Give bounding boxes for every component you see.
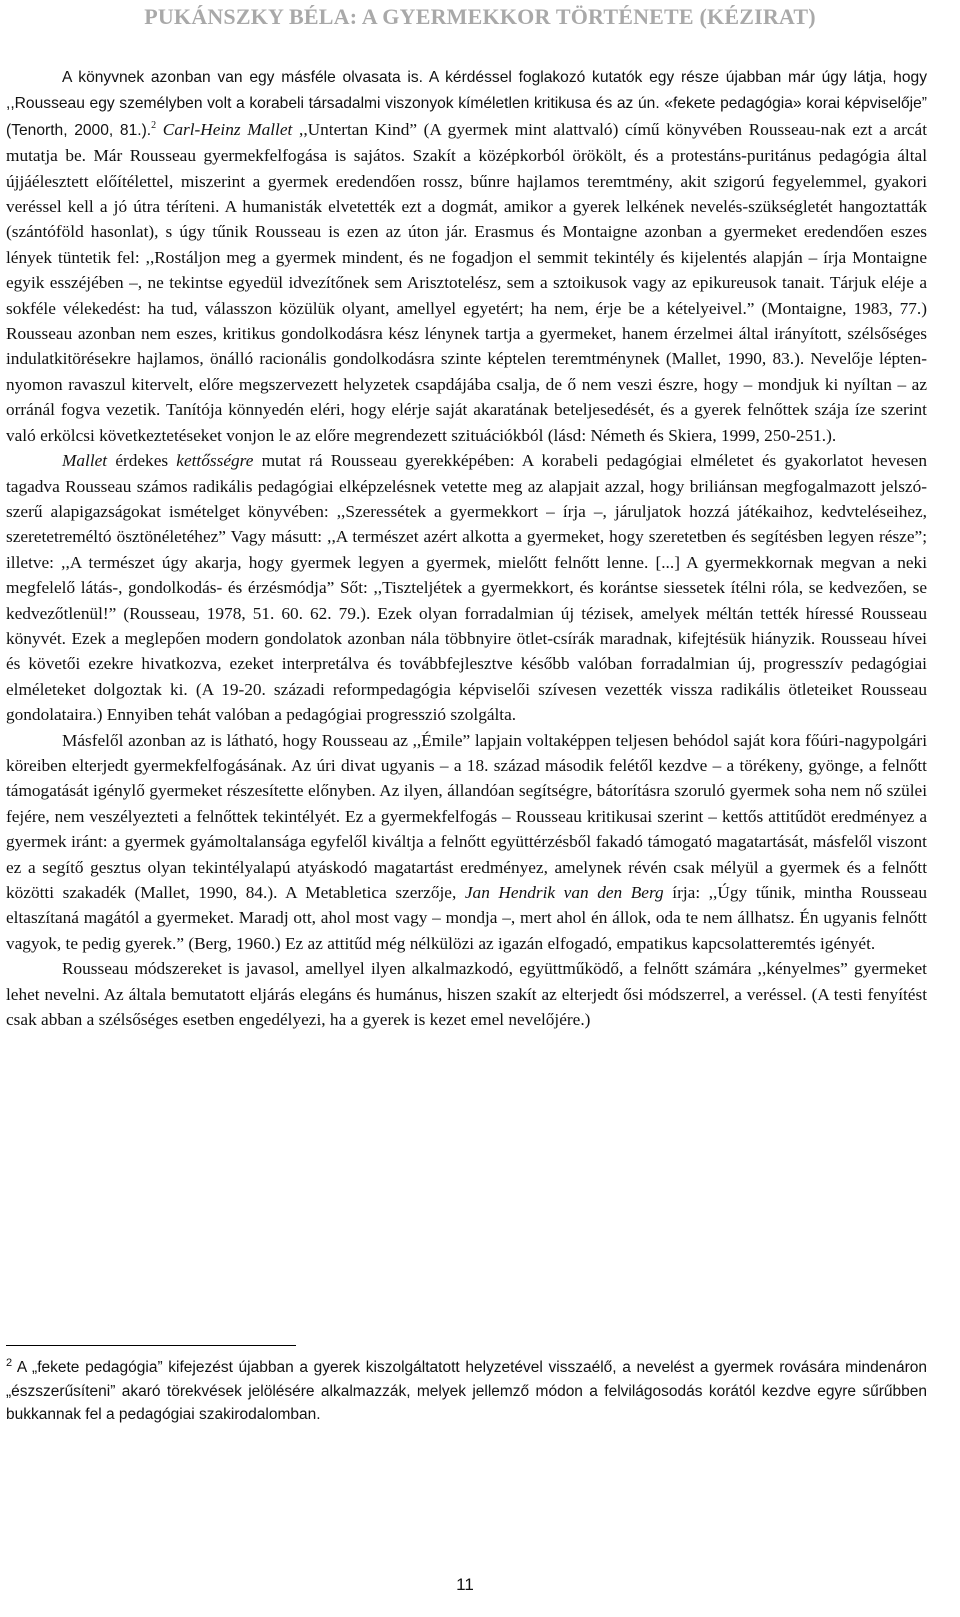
body-text (6, 64, 927, 1032)
paragraph-2-body: mutat rá Rousseau gyerekképében: A korabeli pedagógiai elméletet és gyakorlatot hevesen tagadva Rousseau számos radikális pedagógiai elképzelésnek vetette meg az alapjait azzal, hogy briliánsan megfogalmazott jelszó-szerű alapigazságokat ismételget könyvében: ,,Szeressétek a gyermekkort – írja –, járuljatok hozzá játékaihoz, kedvteléseihez, szeretetreméltó ösztönéletéhez” Vagy másutt: ,,A természet azért alkotta a gyermeket, hogy szeretetben és segítésben legyen része”; illetve: ,,A természet úgy akarja, hogy gyermek legyen a gyermek, mielőtt felnőtt lenne. [...] A gyermekkornak megvan a neki megfelelő látás-, gondolkodás- és érzésmódja” Sőt: ,,Tiszteljétek a gyermekkort, és korántse siessetek ítélni róla, se kedvezően, se kedvezőtlenül!” (Rousseau, 1978, 51. 60. 62. 79.). Ezek olyan forradalmian új tézisek, amelyek méltán tették híressé Rousseau könyvét. Ezek a meglepően modern gondolatok azonban nála többnyire ötlet-csírák maradnak, kifejtésük hiányzik. Rousseau hívei és követői ezekre hivatkozva, ezeket interpretálva és továbbfejlesztve később valóban forradalmian új, progresszív pedagógiai elméleteket dolgoztak ki. (A 19-20. századi reformpedagógia képviselői szívesen vezették vissza radikális ötleteiket Rousseau gondolataira.) Ennyiben tehát valóban a pedagógiai progresszió szolgálta. (6, 451, 927, 725)
emphasis-kettosseg: kettősségre (176, 451, 254, 471)
footnote (6, 1356, 927, 1427)
paragraph-1-opening: A könyvnek azonban van egy másféle olvasata is. A kérdéssel foglakozó kutatók egy része újabban már úgy látja, hogy ,,Rousseau egy személyben volt a korabeli társadalmi viszonyok kíméletlen kritikusa és az ún. «fekete pedagógia» korai képviselője” (Tenorth, 2000, 81.). (6, 69, 927, 139)
paragraph-2-fragment: érdekes (107, 451, 177, 471)
author-name-mallet: Carl-Heinz Mallet (162, 119, 293, 139)
paragraph-3-tail: írja: ,,Úgy tűnik, mintha Rousseau eltaszítaná magától a gyermeket. Maradj ott, ahol most vagy – mondja –, mert ahol én állok, oda te nem állhatsz. Én ugyanis felnőtt vagyok, te pedig gyerek.” (Berg, 1960.) Ez az attitűd még nélkülözi az igazán elfogadó, empatikus kapcsolatteremtés igényét. (6, 883, 927, 953)
page-number: 11 (456, 1575, 474, 1594)
paragraph-3-body: Másfelől azonban az is látható, hogy Rousseau az ,,Émile” lapjain voltaképpen teljesen behódol saját kora főúri-nagypolgári köreiben elterjedt gyermekfelfogásának. Az úri divat ugyanis – a 18. század második felétől kezdve – a törékeny, gyönge, a felnőtt támogatását igénylő gyermeket részesítette előnyben. Az ilyen, állandóan segítségre, bátorításra szoruló gyermek soha nem nő szülei fejére, nem veszélyezteti a felnőttek tekintélyét. Ez a gyermekfelfogás – Rousseau kritikusai szerint – kettős attitűdöt eredményez a gyermek iránt: a gyermek gyámoltalansága egyfelől kiváltja a felnőtt együttérzésből fakadó támogató magatartását, másfelől viszont ez a segítő gesztus olyan tekintélyalapú atyáskodó magatartást eredményez, amelynek révén csak mélyül a gyermek és a felnőtt közötti szakadék (Mallet, 1990, 84.). A Metabletica szerzője, (6, 730, 927, 902)
author-name-mallet-2: Mallet (62, 451, 108, 471)
footnote-text: A „fekete pedagógia” kifejezést újabban a gyerek kiszolgáltatott helyzetével visszaélő, a nevelést a gyermek rovására mindenáron „észszerűsíteni” akaró törekvések jelölésére alkalmazzák, melyek jellemző módon a felvilágosodás korától kezdve egyre sűrűbben bukkannak fel a pedagógiai szakirodalomban. (6, 1359, 927, 1423)
footnote-number: 2 (6, 1356, 13, 1369)
footnote-reference[interactable]: 2 (151, 120, 157, 132)
author-name-van-den-berg: Jan Hendrik van den Berg (464, 883, 664, 902)
paragraph-1-body: ,,Untertan Kind” (A gyermek mint alattvaló) című könyvében Rousseau-nak ezt a arcát mutatja be. Már Rousseau gyermekfelfogása is sajátos. Szakít a középkorból örökölt, és a protestáns-puritánus pedagógia által újjáélesztett előítélettel, miszerint a gyermek eredendően rossz, bűnre hajlamos teremtmény, akit szigorú fegyelemmel, gyakori veréssel kell a jó útra téríteni. A humanisták elvetették ezt a dogmát, amikor a gyerek lelkének nevelés-szükségletét hangoztatták (szántóföld hasonlat), s úgy tűnik Rousseau is ezen az úton jár. Erasmus és Montaigne azonban a gyermeket eredendően eszes lények tüntetik fel: ,,Rostáljon meg a gyermek mindent, és ne fogadjon el semmit tekintély és kijelentés alapján – írja Montaigne egyik esszéjében –, ne tekintse egyedül idvezítőnek sem Arisztotelész, sem a sztoikusok vagy az epikureusok tanait. Tárjuk eléje a sokféle vélekedést: ha tud, válasszon közülük olyant, amellyel egyetért; ha nem, érje be a kételyeivel.” (Montaigne, 1983, 77.) Rousseau azonban nem eszes, kritikus gondolkodásra kész lénynek tartja a gyermeket, hanem érzelmei által irányított, szélsőséges indulatkitörésekre hajlamos, önálló racionális gondolkodásra szinte képtelen teremtménynek (Mallet, 1990, 83.). Nevelője lépten-nyomon ravaszul kitervelt, előre megszervezett helyzetek csapdájába csalja, de ő nem veszi észre, hogy – mondjuk ki nyíltan – az orránál fogva vezetik. Tanítója könnyedén eléri, hogy elérje saját akaratának beteljesedését, és a gyerek felnőttek szája íze szerint való erkölcsi következtetéseket vonjon le az előre megrendezett szituációkból (lásd: Németh és Skiera, 1999, 250-251.). (6, 119, 928, 445)
footnote-separator (6, 1345, 296, 1346)
paragraph-1 (6, 64, 927, 448)
paragraph-3 (6, 728, 927, 957)
running-header: PUKÁNSZKY BÉLA: A GYERMEKKOR TÖRTÉNETE (KÉZIRAT) (144, 4, 816, 29)
paragraph-4-body: Rousseau módszereket is javasol, amellyel ilyen alkalmazkodó, együttműködő, a felnőtt számára ,,kényelmes” gyermeket lehet nevelni. Az általa bemutatott eljárás elegáns és humánus, hiszen szakít az elterjedt ősi módszerrel, a veréssel. (A testi fenyítést csak abban a szélsőséges esetben engedélyezi, ha a gyerek is kezet emel nevelőjére.) (6, 959, 927, 1030)
paragraph-2 (6, 448, 927, 727)
paragraph-4 (6, 956, 927, 1032)
